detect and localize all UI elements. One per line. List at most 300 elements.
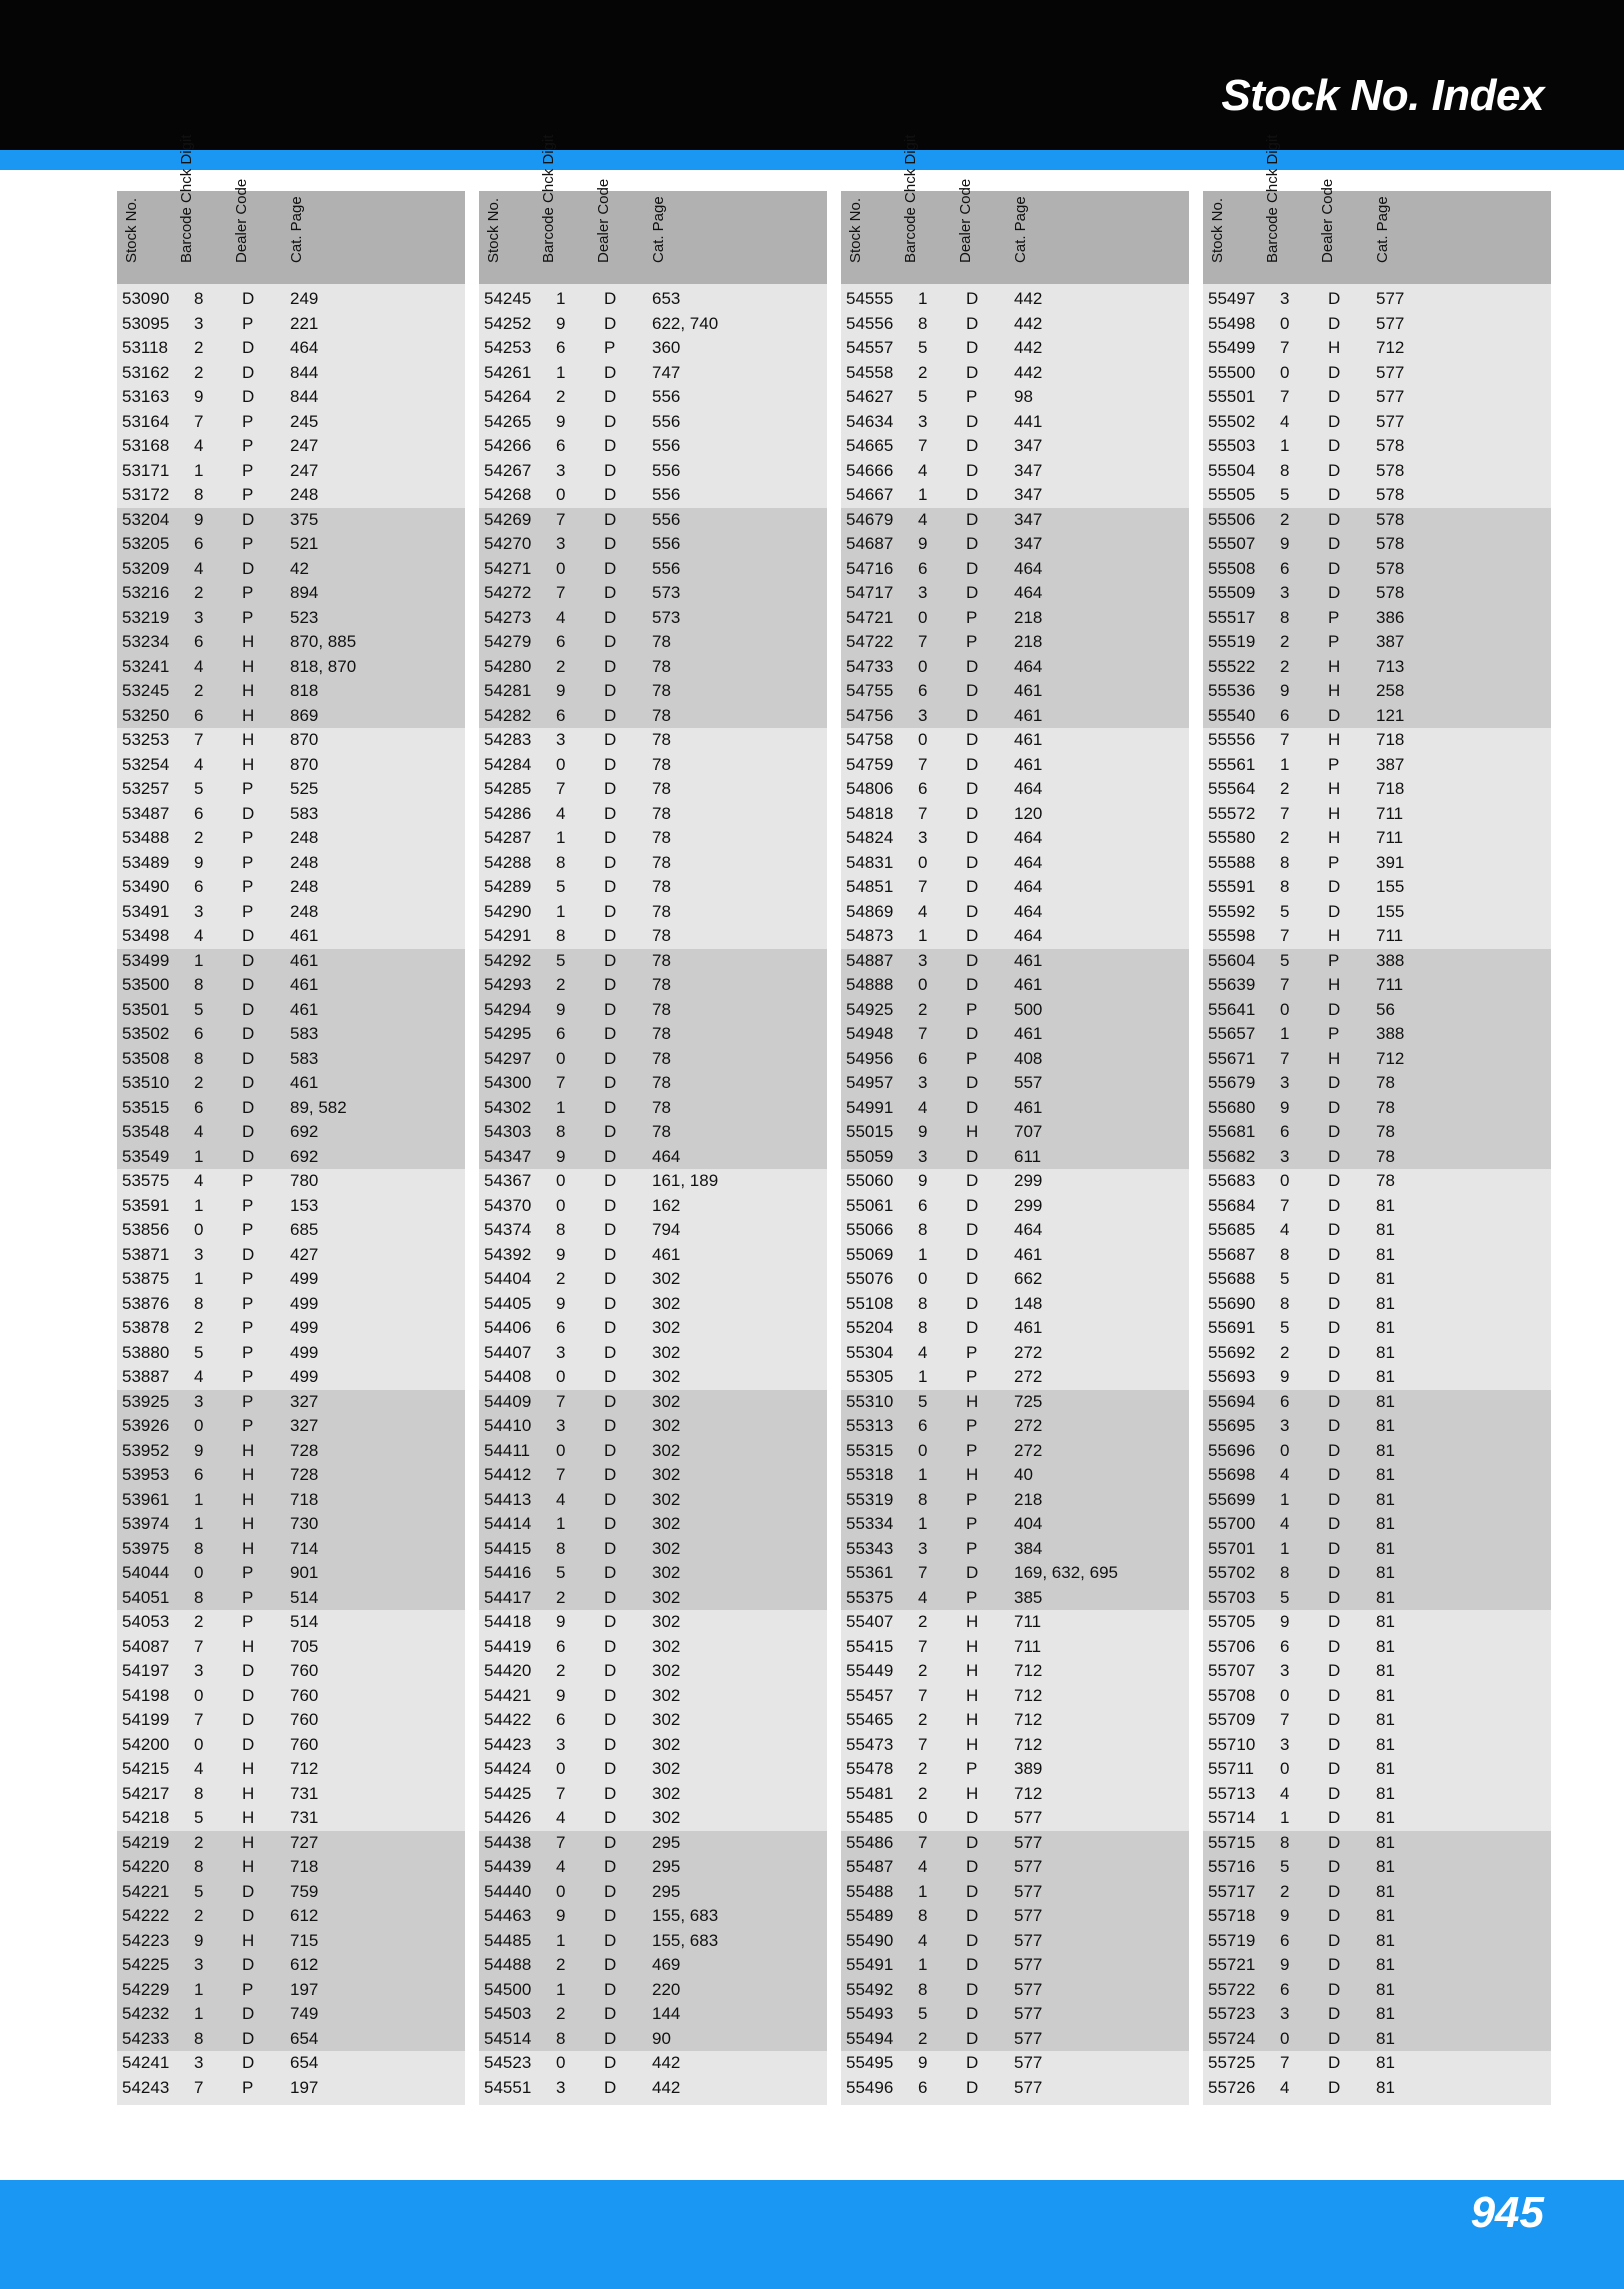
- header-barcode-check-digit: Barcode Chck Digit: [902, 134, 919, 263]
- barcode-check-digit-cell: 6: [194, 705, 204, 725]
- dealer-code-cell: D: [966, 1979, 979, 1999]
- cat-page-cell: 427: [290, 1244, 319, 1264]
- dealer-code-cell: D: [966, 1024, 979, 1043]
- dealer-code-cell: D: [604, 1465, 617, 1484]
- dealer-code-cell: D: [242, 1661, 255, 1680]
- dealer-code-cell: D: [604, 1416, 617, 1435]
- dealer-code-cell: D: [242, 1048, 255, 1068]
- header-cat-page: Cat. Page: [288, 196, 305, 263]
- dealer-code-cell: H: [242, 1465, 255, 1484]
- table-row: [479, 459, 827, 484]
- stock-no-cell: 53488: [122, 828, 170, 847]
- dealer-code-cell: H: [966, 1685, 979, 1705]
- dealer-code-cell: D: [966, 1220, 979, 1239]
- cat-page-cell: 81: [1376, 1318, 1395, 1337]
- stock-no-cell: 54252: [484, 313, 532, 333]
- table-row: [479, 679, 827, 704]
- barcode-check-digit-cell: 6: [1280, 1391, 1290, 1411]
- table-row: [1203, 361, 1551, 386]
- barcode-check-digit-cell: 4: [1280, 1514, 1290, 1533]
- stock-no-cell: 55706: [1208, 1636, 1256, 1656]
- table-row: [841, 508, 1189, 533]
- cat-page-cell: 461: [1014, 730, 1043, 749]
- cat-page-cell: 302: [652, 1587, 681, 1607]
- barcode-check-digit-cell: 8: [194, 975, 204, 994]
- cat-page-cell: 81: [1376, 1416, 1395, 1435]
- dealer-code-cell: P: [242, 1612, 254, 1631]
- dealer-code-cell: D: [242, 1881, 255, 1901]
- dealer-code-cell: D: [1328, 1906, 1341, 1925]
- table-row: [841, 1243, 1189, 1268]
- cat-page-cell: 461: [290, 1073, 319, 1092]
- barcode-check-digit-cell: 5: [1280, 1318, 1290, 1337]
- barcode-check-digit-cell: 7: [1280, 1195, 1290, 1215]
- table-row: [1203, 1292, 1551, 1317]
- stock-no-cell: 54215: [122, 1759, 170, 1778]
- dealer-code-cell: D: [604, 1759, 617, 1778]
- table-row: [479, 581, 827, 606]
- cat-page-cell: 327: [290, 1416, 319, 1435]
- dealer-code-cell: D: [966, 1318, 979, 1337]
- table-row: [1203, 1316, 1551, 1341]
- stock-no-cell: 54558: [846, 362, 894, 382]
- stock-no-cell: 55709: [1208, 1710, 1256, 1729]
- barcode-check-digit-cell: 2: [918, 1612, 928, 1631]
- cat-page-cell: 461: [290, 950, 319, 970]
- dealer-code-cell: D: [604, 1563, 617, 1582]
- dealer-code-cell: D: [1328, 485, 1341, 504]
- stock-no-cell: 53875: [122, 1269, 170, 1288]
- barcode-check-digit-cell: 6: [918, 681, 928, 700]
- barcode-check-digit-cell: 1: [556, 901, 566, 921]
- dealer-code-cell: D: [604, 803, 617, 823]
- cat-page-cell: 577: [1014, 1906, 1043, 1925]
- dealer-code-cell: D: [242, 926, 255, 945]
- dealer-code-cell: D: [604, 1220, 617, 1239]
- stock-no-cell: 54291: [484, 926, 532, 945]
- dealer-code-cell: H: [242, 730, 255, 749]
- table-row: [1203, 1341, 1551, 1366]
- cat-page-cell: 577: [1376, 362, 1405, 382]
- dealer-code-cell: P: [242, 1979, 254, 1999]
- cat-page-cell: 705: [290, 1636, 319, 1656]
- stock-no-cell: 55707: [1208, 1661, 1256, 1680]
- dealer-code-cell: D: [604, 1734, 617, 1754]
- table-row: [1203, 1684, 1551, 1709]
- table-row: [1203, 851, 1551, 876]
- barcode-check-digit-cell: 0: [556, 485, 566, 504]
- stock-no-cell: 55592: [1208, 901, 1256, 921]
- cat-page-cell: 901: [290, 1563, 319, 1582]
- stock-no-cell: 54229: [122, 1979, 170, 1999]
- barcode-check-digit-cell: 7: [556, 1465, 566, 1484]
- table-row: [117, 1145, 465, 1170]
- barcode-check-digit-cell: 6: [918, 558, 928, 578]
- barcode-check-digit-cell: 1: [556, 1097, 566, 1117]
- barcode-check-digit-cell: 2: [194, 362, 204, 382]
- dealer-code-cell: H: [242, 681, 255, 700]
- barcode-check-digit-cell: 1: [918, 1244, 928, 1264]
- stock-no-cell: 53549: [122, 1146, 170, 1166]
- table-row: [1203, 1218, 1551, 1243]
- stock-no-cell: 54053: [122, 1612, 170, 1631]
- dealer-code-cell: D: [604, 1636, 617, 1656]
- cat-page-cell: 81: [1376, 1195, 1395, 1215]
- cat-page-cell: 81: [1376, 1489, 1395, 1509]
- stock-no-cell: 54261: [484, 362, 532, 382]
- cat-page-cell: 347: [1014, 460, 1043, 480]
- cat-page-cell: 197: [290, 2077, 319, 2097]
- stock-no-cell: 55497: [1208, 289, 1256, 308]
- stock-no-cell: 55724: [1208, 2028, 1256, 2048]
- barcode-check-digit-cell: 2: [1280, 779, 1290, 798]
- dealer-code-cell: D: [1328, 877, 1341, 896]
- stock-no-cell: 54887: [846, 950, 894, 970]
- cat-page-cell: 794: [652, 1220, 681, 1239]
- cat-page-cell: 81: [1376, 1587, 1395, 1607]
- stock-no-cell: 54410: [484, 1416, 532, 1435]
- table-row: [1203, 1929, 1551, 1954]
- barcode-check-digit-cell: 6: [918, 2077, 928, 2097]
- barcode-check-digit-cell: 2: [1280, 1881, 1290, 1901]
- barcode-check-digit-cell: 2: [194, 828, 204, 847]
- barcode-check-digit-cell: 9: [1280, 1097, 1290, 1117]
- table-row: [479, 2027, 827, 2052]
- stock-no-cell: 54851: [846, 877, 894, 896]
- stock-no-cell: 54347: [484, 1146, 532, 1166]
- dealer-code-cell: D: [966, 2053, 979, 2072]
- cat-page-cell: 299: [1014, 1171, 1043, 1190]
- table-rows: [117, 284, 465, 2105]
- stock-no-cell: 54374: [484, 1220, 532, 1239]
- cat-page-cell: 461: [1014, 705, 1043, 725]
- cat-page-cell: 81: [1376, 1367, 1395, 1386]
- table-row: [117, 1904, 465, 1929]
- table-row: [841, 1022, 1189, 1047]
- table-row: [1203, 753, 1551, 778]
- barcode-check-digit-cell: 6: [1280, 558, 1290, 578]
- barcode-check-digit-cell: 3: [1280, 1734, 1290, 1754]
- stock-no-cell: 53878: [122, 1318, 170, 1337]
- stock-no-cell: 54222: [122, 1906, 170, 1925]
- dealer-code-cell: H: [242, 1808, 255, 1827]
- stock-no-cell: 55692: [1208, 1342, 1256, 1362]
- barcode-check-digit-cell: 3: [918, 411, 928, 431]
- barcode-check-digit-cell: 9: [556, 1612, 566, 1631]
- dealer-code-cell: D: [1328, 1759, 1341, 1778]
- cat-page-cell: 408: [1014, 1048, 1043, 1068]
- cat-page-cell: 347: [1014, 436, 1043, 455]
- dealer-code-cell: H: [242, 1759, 255, 1778]
- table-row: [1203, 532, 1551, 557]
- table-row: [1203, 1390, 1551, 1415]
- cat-page-cell: 221: [290, 313, 319, 333]
- barcode-check-digit-cell: 5: [194, 1342, 204, 1362]
- stock-no-cell: 55066: [846, 1220, 894, 1239]
- barcode-check-digit-cell: 4: [918, 1587, 928, 1607]
- table-row: [479, 385, 827, 410]
- cat-page-cell: 272: [1014, 1416, 1043, 1435]
- stock-no-cell: 55711: [1208, 1759, 1255, 1778]
- barcode-check-digit-cell: 0: [918, 975, 928, 994]
- page-title: Stock No. Index: [1221, 71, 1544, 120]
- dealer-code-cell: D: [966, 1930, 979, 1950]
- header-cat-page: Cat. Page: [1012, 196, 1029, 263]
- cat-page-cell: 442: [1014, 313, 1043, 333]
- table-row: [841, 875, 1189, 900]
- table-row: [479, 1733, 827, 1758]
- dealer-code-cell: P: [242, 901, 254, 921]
- stock-no-cell: 55498: [1208, 313, 1256, 333]
- table-row: [117, 1537, 465, 1562]
- stock-no-cell: 53245: [122, 681, 170, 700]
- table-row: [479, 1316, 827, 1341]
- cat-page-cell: 248: [290, 485, 319, 504]
- dealer-code-cell: D: [966, 1832, 979, 1852]
- cat-page-cell: 780: [290, 1171, 319, 1190]
- dealer-code-cell: D: [1328, 1832, 1341, 1852]
- cat-page-cell: 120: [1014, 803, 1043, 823]
- cat-page-cell: 727: [290, 1832, 319, 1852]
- stock-no-cell: 54407: [484, 1342, 532, 1362]
- table-row: [117, 1929, 465, 1954]
- dealer-code-cell: D: [966, 509, 979, 529]
- header-dealer-code: Dealer Code: [957, 178, 974, 263]
- dealer-code-cell: D: [966, 460, 979, 480]
- table-row: [117, 630, 465, 655]
- stock-no-cell: 55696: [1208, 1440, 1256, 1460]
- table-row: [117, 532, 465, 557]
- table-row: [1203, 2027, 1551, 2052]
- stock-no-cell: 54281: [484, 681, 532, 700]
- stock-no-cell: 53974: [122, 1514, 170, 1533]
- dealer-code-cell: H: [242, 1857, 255, 1876]
- table-row: [1203, 924, 1551, 949]
- dealer-code-cell: H: [966, 1636, 979, 1656]
- cat-page-cell: 78: [652, 852, 671, 872]
- cat-page-cell: 461: [290, 999, 319, 1019]
- cat-page-cell: 760: [290, 1685, 319, 1705]
- table-row: [1203, 1194, 1551, 1219]
- stock-no-cell: 55315: [846, 1440, 894, 1460]
- cat-page-cell: 461: [1014, 1024, 1043, 1043]
- dealer-code-cell: D: [1328, 1440, 1341, 1460]
- barcode-check-digit-cell: 8: [1280, 460, 1290, 480]
- dealer-code-cell: D: [604, 1244, 617, 1264]
- barcode-check-digit-cell: 3: [1280, 583, 1290, 602]
- stock-no-cell: 54288: [484, 852, 532, 872]
- table-row: [841, 1831, 1189, 1856]
- stock-no-cell: 53925: [122, 1391, 170, 1411]
- stock-no-cell: 54806: [846, 779, 894, 798]
- table-row: [479, 1218, 827, 1243]
- stock-no-cell: 55478: [846, 1759, 894, 1778]
- barcode-check-digit-cell: 9: [556, 1146, 566, 1166]
- table-row: [841, 1880, 1189, 1905]
- barcode-check-digit-cell: 7: [918, 877, 928, 896]
- dealer-code-cell: P: [242, 1220, 254, 1239]
- table-row: [117, 1463, 465, 1488]
- dealer-code-cell: D: [604, 2004, 617, 2023]
- barcode-check-digit-cell: 8: [1280, 852, 1290, 872]
- cat-page-cell: 583: [290, 1048, 319, 1068]
- cat-page-cell: 556: [652, 509, 681, 529]
- table-row: [117, 508, 465, 533]
- cat-page-cell: 712: [1376, 1048, 1405, 1068]
- dealer-code-cell: D: [242, 289, 255, 308]
- dealer-code-cell: P: [242, 1293, 254, 1313]
- barcode-check-digit-cell: 4: [918, 901, 928, 921]
- table-row: [1203, 802, 1551, 827]
- table-row: [1203, 1365, 1551, 1390]
- cat-page-cell: 464: [1014, 779, 1043, 798]
- cat-page-cell: 404: [1014, 1514, 1043, 1533]
- table-row: [841, 410, 1189, 435]
- dealer-code-cell: H: [966, 1710, 979, 1729]
- barcode-check-digit-cell: 9: [194, 509, 204, 529]
- stock-no-cell: 54503: [484, 2004, 532, 2023]
- cat-page-cell: 578: [1376, 436, 1405, 455]
- dealer-code-cell: D: [242, 975, 255, 994]
- stock-no-cell: 55501: [1208, 387, 1256, 406]
- barcode-check-digit-cell: 7: [918, 803, 928, 823]
- barcode-check-digit-cell: 2: [194, 338, 204, 357]
- barcode-check-digit-cell: 8: [194, 1587, 204, 1607]
- barcode-check-digit-cell: 1: [1280, 754, 1290, 774]
- barcode-check-digit-cell: 2: [1280, 509, 1290, 529]
- cat-page-cell: 712: [1014, 1661, 1043, 1680]
- table-row: [841, 1782, 1189, 1807]
- cat-page-cell: 81: [1376, 1783, 1395, 1803]
- stock-no-cell: 54225: [122, 1955, 170, 1974]
- stock-no-cell: 55491: [846, 1955, 894, 1974]
- barcode-check-digit-cell: 0: [1280, 1685, 1290, 1705]
- barcode-check-digit-cell: 3: [918, 705, 928, 725]
- dealer-code-cell: D: [242, 2028, 255, 2048]
- stock-no-cell: 54200: [122, 1734, 170, 1754]
- table-row: [841, 1218, 1189, 1243]
- table-row: [479, 728, 827, 753]
- stock-no-cell: 53487: [122, 803, 170, 823]
- cat-page-cell: 385: [1014, 1587, 1043, 1607]
- cat-page-cell: 461: [1014, 975, 1043, 994]
- stock-no-cell: 54831: [846, 852, 894, 872]
- table-row: [841, 1145, 1189, 1170]
- cat-page-cell: 556: [652, 460, 681, 480]
- stock-no-cell: 55714: [1208, 1808, 1256, 1827]
- table-row: [1203, 336, 1551, 361]
- stock-no-cell: 54551: [484, 2077, 532, 2097]
- dealer-code-cell: P: [966, 387, 978, 406]
- barcode-check-digit-cell: 8: [556, 2028, 566, 2048]
- barcode-check-digit-cell: 0: [1280, 313, 1290, 333]
- stock-no-cell: 55488: [846, 1881, 894, 1901]
- stock-no-cell: 55319: [846, 1489, 894, 1509]
- barcode-check-digit-cell: 4: [194, 1367, 204, 1386]
- header-stock-no: Stock No.: [1209, 197, 1226, 263]
- stock-no-cell: 55499: [1208, 338, 1256, 357]
- dealer-code-cell: P: [966, 632, 978, 651]
- dealer-code-cell: D: [966, 289, 979, 308]
- barcode-check-digit-cell: 8: [918, 1293, 928, 1313]
- dealer-code-cell: H: [966, 1661, 979, 1680]
- table-row: [1203, 1488, 1551, 1513]
- barcode-check-digit-cell: 2: [556, 387, 566, 406]
- dealer-code-cell: D: [604, 2053, 617, 2072]
- cat-page-cell: 583: [290, 1024, 319, 1043]
- cat-page-cell: 730: [290, 1514, 319, 1533]
- barcode-check-digit-cell: 3: [1280, 1146, 1290, 1166]
- table-row: [479, 1488, 827, 1513]
- table-row: [1203, 312, 1551, 337]
- barcode-check-digit-cell: 4: [194, 1759, 204, 1778]
- stock-no-cell: 54409: [484, 1391, 532, 1411]
- table-row: [117, 1096, 465, 1121]
- stock-no-cell: 55502: [1208, 411, 1256, 431]
- stock-no-cell: 55688: [1208, 1269, 1256, 1288]
- table-row: [841, 1733, 1189, 1758]
- cat-page-cell: 295: [652, 1881, 681, 1901]
- dealer-code-cell: D: [966, 558, 979, 578]
- stock-no-cell: 55716: [1208, 1857, 1256, 1876]
- table-row: [479, 655, 827, 680]
- dealer-code-cell: D: [604, 1783, 617, 1803]
- dealer-code-cell: D: [604, 436, 617, 455]
- barcode-check-digit-cell: 0: [556, 1367, 566, 1386]
- stock-no-cell: 54284: [484, 754, 532, 774]
- stock-no-cell: 55334: [846, 1514, 894, 1533]
- barcode-check-digit-cell: 8: [556, 926, 566, 945]
- cat-page-cell: 387: [1376, 632, 1405, 651]
- stock-no-cell: 55493: [846, 2004, 894, 2023]
- dealer-code-cell: D: [604, 1122, 617, 1141]
- table-row: [1203, 606, 1551, 631]
- table-row: [1203, 1978, 1551, 2003]
- table-row: [1203, 949, 1551, 974]
- cat-page-cell: 718: [1376, 779, 1405, 798]
- cat-page-cell: 78: [1376, 1171, 1395, 1190]
- table-row: [1203, 581, 1551, 606]
- barcode-check-digit-cell: 3: [556, 1416, 566, 1435]
- stock-no-cell: 54264: [484, 387, 532, 406]
- barcode-check-digit-cell: 6: [556, 1636, 566, 1656]
- dealer-code-cell: D: [604, 1612, 617, 1631]
- barcode-check-digit-cell: 7: [1280, 387, 1290, 406]
- barcode-check-digit-cell: 2: [194, 681, 204, 700]
- barcode-check-digit-cell: 0: [1280, 999, 1290, 1019]
- dealer-code-cell: P: [966, 1367, 978, 1386]
- cat-page-cell: 556: [652, 558, 681, 578]
- cat-page-cell: 299: [1014, 1195, 1043, 1215]
- dealer-code-cell: H: [242, 1440, 255, 1460]
- table-row: [1203, 1586, 1551, 1611]
- table-row: [841, 949, 1189, 974]
- dealer-code-cell: D: [966, 1195, 979, 1215]
- barcode-check-digit-cell: 2: [1280, 828, 1290, 847]
- table-row: [841, 459, 1189, 484]
- stock-no-cell: 54758: [846, 730, 894, 749]
- barcode-check-digit-cell: 2: [194, 1612, 204, 1631]
- cat-page-cell: 870: [290, 730, 319, 749]
- stock-no-cell: 54051: [122, 1587, 170, 1607]
- table-row: [1203, 2051, 1551, 2076]
- cat-page-cell: 711: [1376, 926, 1404, 945]
- cat-page-cell: 461: [1014, 950, 1043, 970]
- dealer-code-cell: D: [1328, 1318, 1341, 1337]
- dealer-code-cell: D: [604, 460, 617, 480]
- stock-no-cell: 55313: [846, 1416, 894, 1435]
- dealer-code-cell: D: [966, 901, 979, 921]
